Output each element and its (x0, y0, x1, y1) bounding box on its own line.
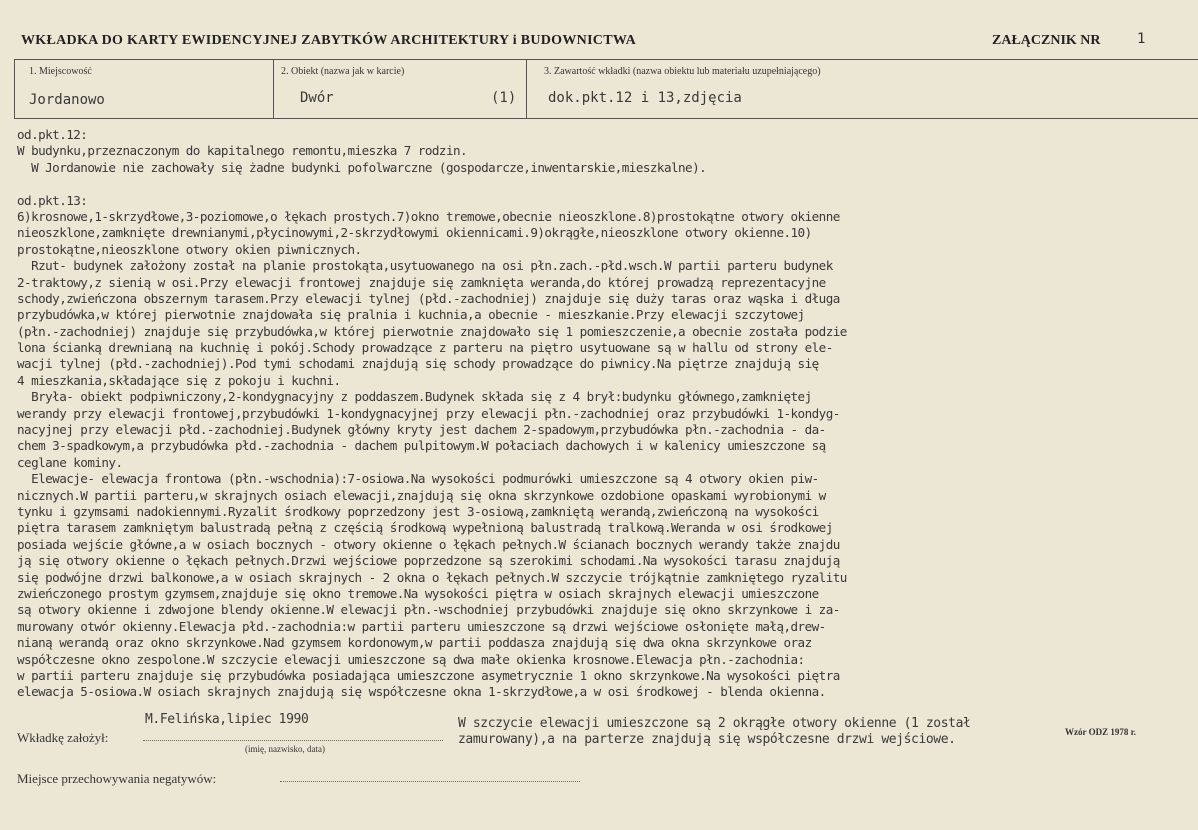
body-line: są otwory okienne i zdwojone blendy okienne.W elewacji płn.-wschodniej przybudówki znajduje się okno skrzynkowe i za- (17, 602, 840, 618)
content-value: dok.pkt.12 i 13,zdjęcia (548, 90, 742, 106)
body-line: W Jordanowie nie zachowały się żadne budynki pofolwarczne (gospodarcze,inwentarskie,mieszkalne). (17, 159, 707, 175)
body-line: W budynku,przeznaczonym do kapitalnego remontu,mieszka 7 rodzin. (17, 143, 468, 159)
body-line: Rzut- budynek założony został na planie prostokąta,usytuowanego na osi płn.zach.-płd.wsch.W partii parteru budynek (17, 258, 833, 274)
content-label: 3. Zawartość wkładki (nazwa obiektu lub materiału uzupełniającego) (544, 66, 821, 77)
locality-label: 1. Miejscowość (29, 66, 92, 77)
body-line: 2-traktowy,z sienią w osi.Przy elewacji frontowej znajduje się zamknięta weranda,do której prowadzą reprezentacyjne (17, 274, 826, 290)
body-line: elewacja 5-osiowa.W osiach skrajnych znajdują się współczesne okna 1-skrzydłowe,a w osi środkowej - blenda okienna. (17, 684, 826, 700)
body-line: 6)krosnowe,1-skrzydłowe,3-poziomowe,o łękach prostych.7)okno tremowe,obecnie nieoszklone.8)prostokątne otwory okienne (17, 208, 840, 224)
body-line: (płn.-zachodniej) znajduje się przybudówka,w której pierwotnie znajdowało się 1 pomieszczenie,a obecnie została podzie (17, 323, 847, 339)
body-line: Elewacje- elewacja frontowa (płn.-wschodnia):7-osiowa.Na wysokości podmurówki umieszczone są 4 otwory okien piw- (17, 471, 819, 487)
body-line: wacji tylnej (płd.-zachodniej).Pod tymi schodami znajdują się schody prowadzące do piwnicy.Na piętrze znajdują się (17, 356, 819, 372)
author-value: M.Felińska,lipiec 1990 (145, 712, 309, 727)
body-line: od.pkt.13: (17, 192, 88, 208)
body-line: posiada wejście główne,a w osiach bocznych - otwory okienne o łękach pełnych.W ścianach bocznych werandy także znajdu (17, 536, 840, 552)
form-code: Wzór ODZ 1978 r. (1065, 727, 1136, 737)
body-line: 4 mieszkania,składające się z pokoju i kuchni. (17, 372, 341, 388)
body-line: nieoszklone,zamknięte drewnianymi,płycinowymi,2-skrzydłowymi okiennicami.9)okrągłe,nieoszklone otwory okienne.10) (17, 225, 812, 241)
body-line: werandy przy elewacji frontowej,przybudówki 1-kondygnacyjnej przy elewacji płn.-zachodniej oraz przybudówki 1-kondyg- (17, 405, 840, 421)
body-line: murowany otwór okienny.Elewacja płd.-zachodnia:w partii parteru umieszczone są drzwi wejściowe osłonięte małą,drew- (17, 618, 826, 634)
body-line: zwieńczonego prostym gzymsem,znajduje się okno tremowe.Na wysokości piętra w osiach skrajnych elewacji umieszczone (17, 585, 819, 601)
negatives-label: Miejsce przechowywania negatywów: (17, 771, 217, 786)
body-line: ją się otwory okienne o łękach pełnych.Drzwi wejściowe poprzedzone są szerokimi schodami.Na wysokości tarasu znajdują (17, 553, 840, 569)
annex-label: ZAŁĄCZNIK NR (992, 33, 1101, 48)
body-line: prostokątne,nieoszklone otwory okien piwnicznych. (17, 241, 362, 257)
negatives-dotline (280, 781, 580, 782)
body-line: przybudówka,w której pierwotnie znajdowała się pralnia i kuchnia,a obecnie - mieszkanie.Przy elewacji szczytowej (17, 307, 805, 323)
annex-number: 1 (1137, 31, 1146, 47)
object-value: Dwór (300, 90, 334, 106)
author-hint: (imię, nazwisko, data) (245, 744, 325, 754)
body-line: współczesne okno zespolone.W szczycie elewacji umieszczone są dwa małe okienka krosnowe.Elewacja płn.-zachodnia: (17, 651, 805, 667)
body-line: chem 3-spadkowym,a przybudówka płd.-zachodnia - dachem pulpitowym.W połaciach dachowych i w kalenicy umieszczone są (17, 438, 826, 454)
body-line: nianą werandą oraz okno skrzynkowe.Nad gzymsem kordonowym,w partii poddasza znajdują się dwa okna skrzynkowe oraz (17, 635, 812, 651)
body-line: tynku i gzymsami nadokiennymi.Ryzalit środkowy poprzedzony jest 3-osiową,zamkniętą werandą,zwieńczoną na wysokości (17, 503, 819, 519)
body-line: piętra tarasem zamkniętym balustradą pełną z częścią środkową wypełnioną balustradą tralkową.Weranda w osi środkowej (17, 520, 833, 536)
body-line (17, 176, 1197, 192)
locality-value: Jordanowo (29, 92, 105, 108)
object-label: 2. Obiekt (nazwa jak w karcie) (281, 66, 405, 77)
body-line: się podwójne drzwi balkonowe,a w osiach skrajnych - 2 okna o łękach pełnych.W szczycie trójkątnie zamkniętego ryzalitu (17, 569, 847, 585)
typed-description (17, 127, 1197, 701)
field-divider-2 (526, 59, 527, 118)
body-line: od.pkt.12: (17, 127, 88, 142)
continuation-line-1: W szczycie elewacji umieszczone są 2 okrągłe otwory okienne (1 został (458, 716, 971, 731)
header-rule (14, 59, 1198, 60)
card-title: WKŁADKA DO KARTY EWIDENCYJNEJ ZABYTKÓW ARCHITEKTURY i BUDOWNICTWA (21, 33, 637, 48)
field-divider-left (14, 59, 15, 118)
author-dotline (143, 740, 443, 741)
body-line: schody,zwieńczona obszernym tarasem.Przy elewacji tylnej (płd.-zachodniej) znajduje się duży taras oraz wąska i długa (17, 290, 840, 306)
body-line: w partii parteru znajduje się przybudówka posiadająca umieszczone asymetrycznie 1 okno skrzynkowe.Na wysokości piętra (17, 667, 840, 683)
continuation-line-2: zamurowany),a na parterze znajdują się współczesne drzwi wejściowe. (458, 732, 956, 747)
object-number: (1) (491, 90, 517, 106)
author-label: Wkładkę założył: (17, 730, 109, 745)
field-divider-1 (273, 59, 274, 118)
body-line: nicznych.W partii parteru,w skrajnych osiach elewacji,znajdują się okna skrzynkowe ozdobione opaskami wyrobionymi w (17, 487, 826, 503)
body-line: lona ścianką drewnianą na kuchnię i pokój.Schody prowadzące z parteru na piętro usytuowane są w hallu od strony ele- (17, 340, 833, 356)
body-line: Bryła- obiekt podpiwniczony,2-kondygnacyjny z poddaszem.Budynek składa się z 4 brył:budynku głównego,zamkniętej (17, 389, 812, 405)
body-line: ceglane kominy. (17, 454, 123, 470)
fields-bottom-rule (14, 118, 1198, 119)
body-line: nacyjnej przy elewacji płd.-zachodniej.Budynek główny kryty jest dachem 2-spadowym,przybudówka płn.-zachodnia - da- (17, 422, 826, 438)
